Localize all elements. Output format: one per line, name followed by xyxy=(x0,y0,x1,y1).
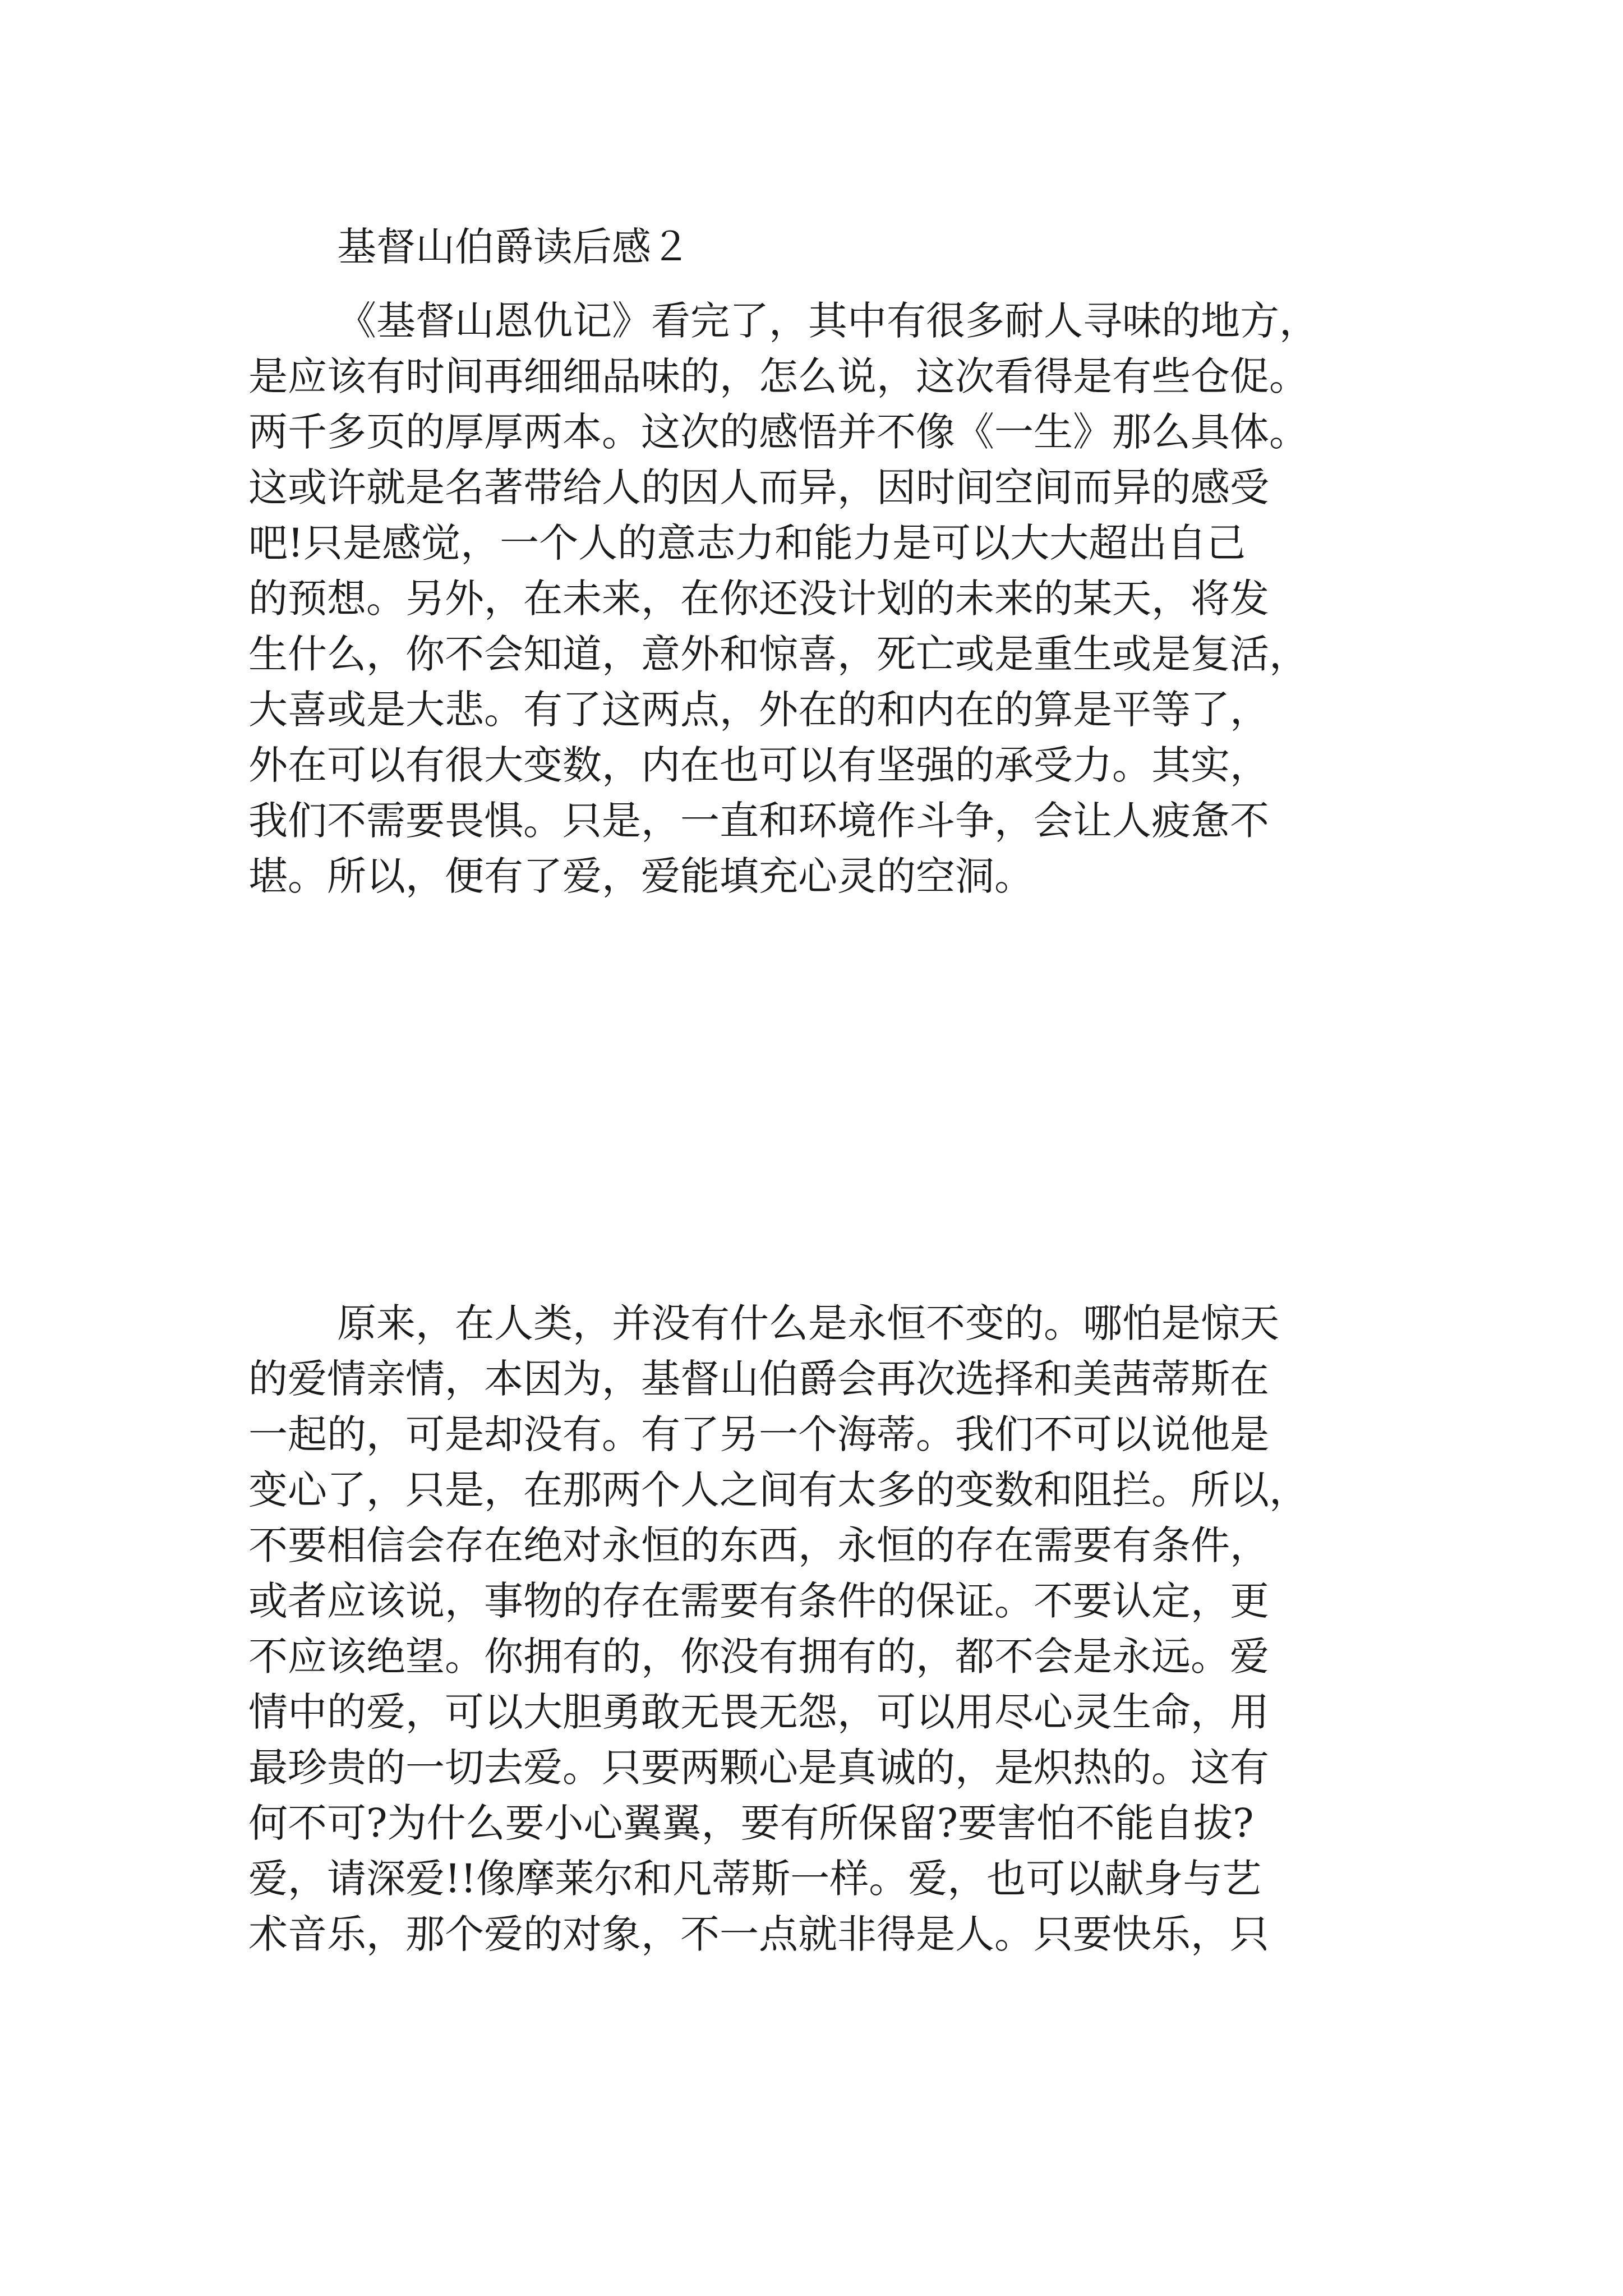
paragraph-line: 大喜或是大悲。有了这两点，外在的和内在的算是平等了， xyxy=(248,687,1269,733)
paragraph-line: 的预想。另外，在未来，在你还没计划的未来的某天，将发 xyxy=(248,576,1269,622)
paragraph-line: 我们不需要畏惧。只是，一直和环境作斗争，会让人疲惫不 xyxy=(248,798,1269,844)
paragraph-line: 情中的爱，可以大胆勇敢无畏无怨，可以用尽心灵生命，用 xyxy=(248,1689,1269,1735)
paragraph-line: 《基督山恩仇记》看完了，其中有很多耐人寻味的地方， xyxy=(337,298,1318,344)
document-title: 基督山伯爵读后感２ xyxy=(337,224,690,270)
paragraph-line: 原来，在人类，并没有什么是永恒不变的。哪怕是惊天 xyxy=(337,1300,1279,1346)
paragraph-line: 爱，请深爱!!像摩莱尔和凡蒂斯一样。爱，也可以献身与艺 xyxy=(248,1856,1262,1902)
paragraph-line: 这或许就是名著带给人的因人而异，因时间空间而异的感受 xyxy=(248,464,1269,510)
paragraph-line: 的爱情亲情，本因为，基督山伯爵会再次选择和美茜蒂斯在 xyxy=(248,1356,1269,1402)
paragraph-line: 术音乐，那个爱的对象，不一点就非得是人。只要快乐，只 xyxy=(248,1911,1269,1957)
paragraph-line: 外在可以有很大变数，内在也可以有坚强的承受力。其实， xyxy=(248,742,1269,788)
paragraph-line: 是应该有时间再细细品味的，怎么说，这次看得是有些仓促。 xyxy=(248,353,1308,399)
paragraph-line: 一起的，可是却没有。有了另一个海蒂。我们不可以说他是 xyxy=(248,1411,1269,1457)
paragraph-line: 或者应该说，事物的存在需要有条件的保证。不要认定，更 xyxy=(248,1578,1269,1624)
paragraph-line: 不应该绝望。你拥有的，你没有拥有的，都不会是永远。爱 xyxy=(248,1634,1269,1680)
paragraph-line: 变心了，只是，在那两个人之间有太多的变数和阻拦。所以， xyxy=(248,1467,1308,1513)
paragraph-line: 吧!只是感觉，一个人的意志力和能力是可以大大超出自己 xyxy=(248,520,1246,566)
paragraph-2 xyxy=(248,1296,1415,1962)
paragraph-line: 生什么，你不会知道，意外和惊喜，死亡或是重生或是复活， xyxy=(248,631,1308,677)
paragraph-1 xyxy=(248,293,1415,904)
paragraph-line: 何不可?为什么要小心翼翼，要有所保留?要害怕不能自拔? xyxy=(248,1800,1254,1846)
paragraph-line: 堪。所以，便有了爱，爱能填充心灵的空洞。 xyxy=(248,853,1034,899)
paragraph-line: 最珍贵的一切去爱。只要两颗心是真诚的，是炽热的。这有 xyxy=(248,1745,1269,1791)
paragraph-line: 不要相信会存在绝对永恒的东西，永恒的存在需要有条件， xyxy=(248,1522,1269,1568)
paragraph-line: 两千多页的厚厚两本。这次的感悟并不像《一生》那么具体。 xyxy=(248,409,1308,455)
